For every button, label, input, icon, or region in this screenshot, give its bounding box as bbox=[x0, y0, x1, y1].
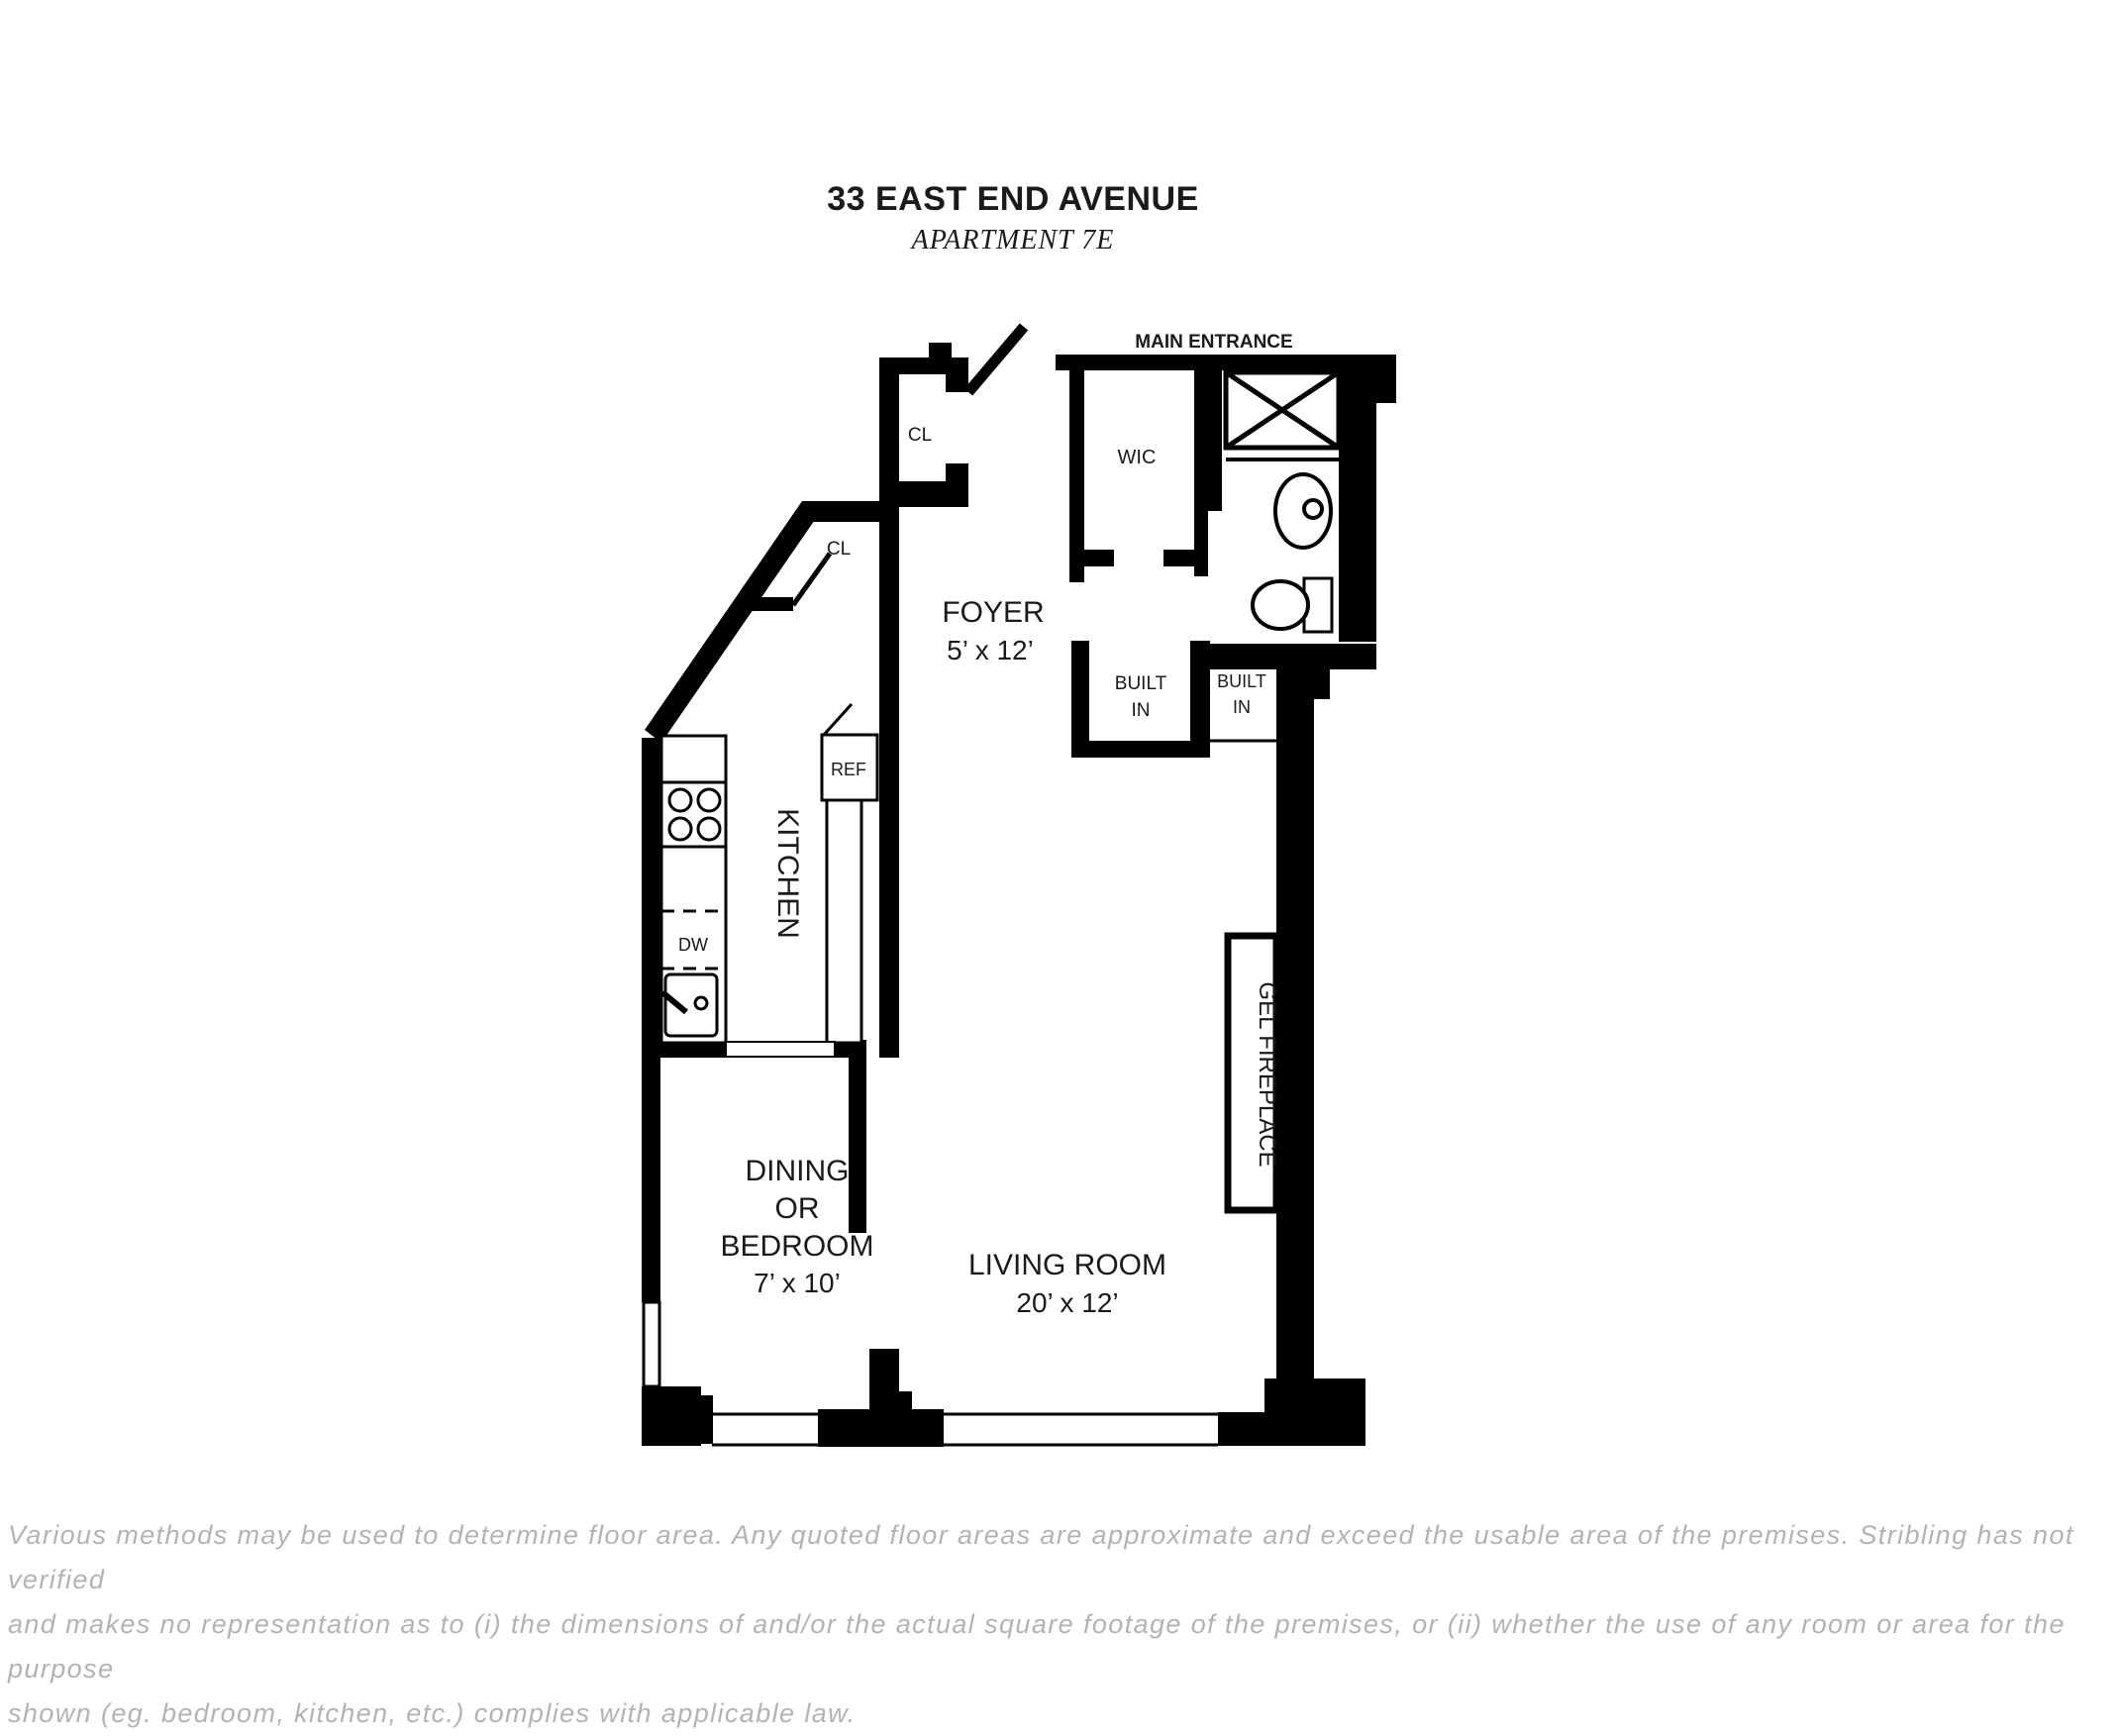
diagonal-wall bbox=[645, 501, 819, 743]
bathroom-sink-icon bbox=[1275, 474, 1331, 548]
living-room-dims: 20’ x 12’ bbox=[1016, 1287, 1119, 1318]
built-in-left-label-line2: IN bbox=[1131, 700, 1151, 721]
closet1-label: CL bbox=[907, 425, 933, 446]
built-in-right-label-line2: IN bbox=[1233, 697, 1251, 717]
entrance-door-leaf bbox=[968, 327, 1024, 392]
foyer-label: FOYER bbox=[942, 596, 1045, 629]
kitchen-sink-icon bbox=[662, 974, 717, 1036]
disclaimer-line2: and makes no representation as to (i) the dimensions of and/or the actual square footage of the premises, or (ii) whether the use of any room or area for the purpose bbox=[8, 1609, 2066, 1684]
main-entrance-label: MAIN ENTRANCE bbox=[1135, 332, 1293, 353]
disclaimer-line3: shown (eg. bedroom, kitchen, etc.) complies with applicable law. bbox=[8, 1698, 857, 1728]
living-room-label: LIVING ROOM bbox=[967, 1249, 1167, 1281]
closet2-label: CL bbox=[826, 539, 852, 560]
dw-label: DW bbox=[678, 935, 708, 955]
dining-label-line1: DINING bbox=[745, 1155, 850, 1187]
dining-label-line2: OR bbox=[774, 1192, 820, 1225]
built-in-right-label-line1: BUILT bbox=[1217, 671, 1266, 691]
dining-dims: 7’ x 10’ bbox=[754, 1268, 841, 1298]
built-in-left-label-line1: BUILT bbox=[1114, 673, 1167, 694]
dining-label-line3: BEDROOM bbox=[720, 1230, 874, 1263]
closet2-door-leaf bbox=[793, 554, 830, 605]
foyer-dims: 5’ x 12’ bbox=[947, 635, 1034, 665]
window-lines bbox=[712, 1414, 1218, 1445]
counter-angle-line bbox=[824, 704, 852, 735]
left-window bbox=[644, 1302, 659, 1386]
page-title: 33 EAST END AVENUE bbox=[827, 180, 1199, 218]
toilet-icon bbox=[1253, 578, 1332, 632]
shower-icon bbox=[1226, 372, 1339, 448]
disclaimer-line1: Various methods may be used to determine floor area. Any quoted floor areas are approximate and exceed the usable area of the premises. Stribling has not verified bbox=[8, 1520, 2074, 1594]
kitchen-counter-right bbox=[827, 800, 861, 1043]
kitchen-doorway-saddle bbox=[726, 1042, 835, 1057]
kitchen-label: KITCHEN bbox=[771, 808, 804, 939]
gel-fireplace-label: GEL FIREPLACE bbox=[1254, 981, 1280, 1168]
wic-label: WIC bbox=[1117, 447, 1157, 468]
disclaimer-text bbox=[8, 1513, 2117, 1736]
ref-label: REF bbox=[831, 760, 866, 779]
apartment-subtitle: APARTMENT 7E bbox=[911, 225, 1115, 255]
